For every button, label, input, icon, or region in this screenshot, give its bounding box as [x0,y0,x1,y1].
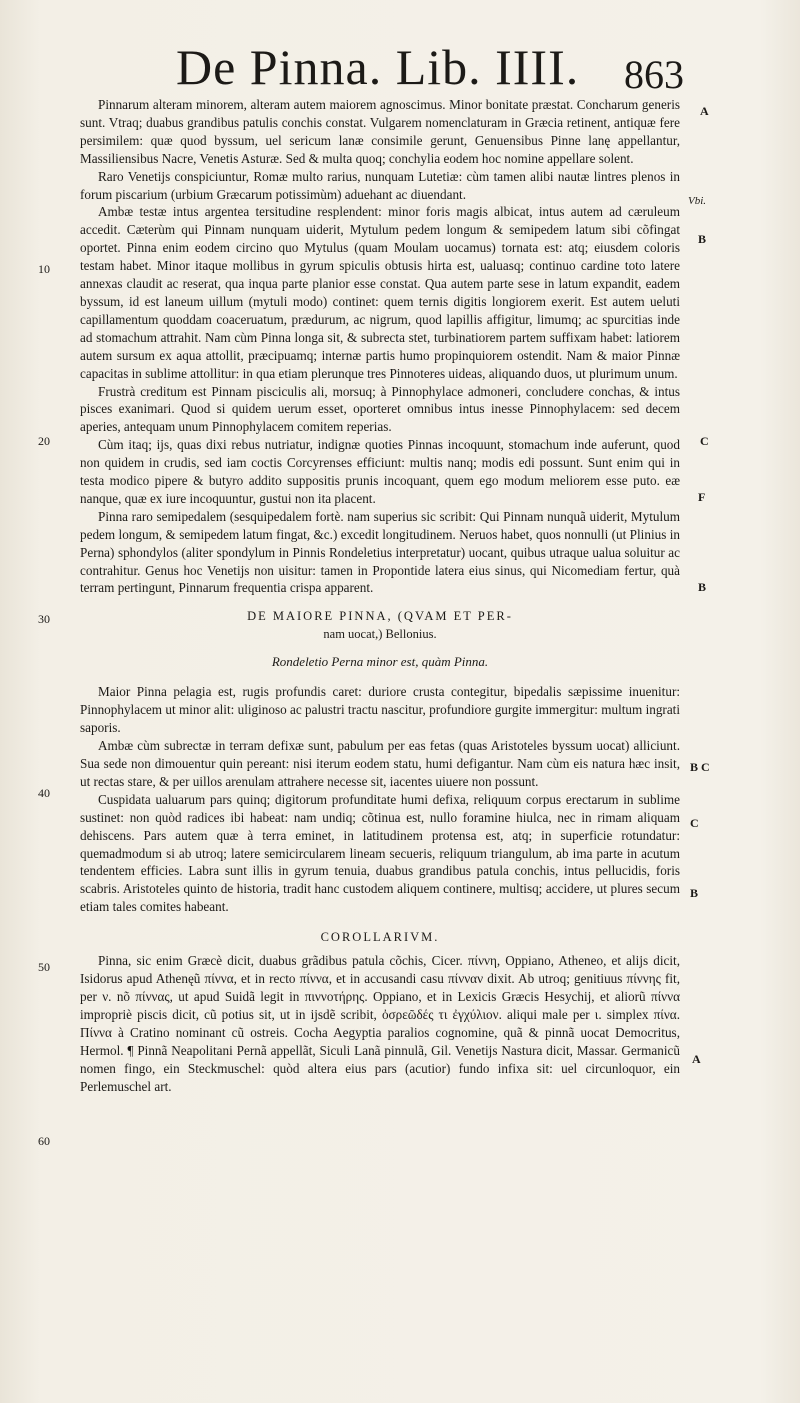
paragraph: Raro Venetijs conspiciuntur, Romæ multo rarius, nunquam Lutetiæ: cùm tamen alibi nautæ lintres plenos in forum piscarium (urbium Græcarum potissimùm) aduehant ac diuendant. [80,168,680,202]
margin-letter: F [698,490,706,504]
paragraph: Pinna raro semipedalem (sesquipedalem fortè. nam superius sic scribit: Qui Pinnam nunquã uiderit, Mytulum pedem longum, & semipedem latum fingat, &c.) excedit longitudinem. Neruos habet, quos nonnulli (ut Plinius in Perna) sphondylos (aliter spondylum in Pinnis Rondeletius interpretatur) uocant, quibus utraque ualua soluitur ac contrahitur. Genus hoc Venetijs non uisitur: tamen in Propontide latera eius sinus, qui Nicomediam fertur, quà terram pertingunt, Pinnarum frequentia crispa apparent. [80,508,680,596]
section-heading-continuation: nam uocat,) Bellonius. [323,627,437,642]
line-number: 40 [38,786,50,800]
margin-letter: A [700,104,709,118]
paragraph: Cùm itaq; ijs, quas dixi rebus nutriatur, indignæ quoties Pinnas incoquunt, stomachum inde auferunt, quod non quidem in crudis, sed iam coctis Corcyrenses efficiunt: multis nanq; modis edi possunt. Sunt enim qui in testa modico pipere & butyro addito suppositis prunis incoquant, quem ego modum meliorem esse puto. eæ nanque, quæ ex iure incoquuntur, gustui non ita placent. [80,437,680,506]
margin-letter: B [690,886,699,900]
margin-letter: B [698,232,707,246]
margin-letter: C [700,434,709,448]
margin-note: Vbi. [688,195,707,207]
margin-letter: A [692,1052,701,1066]
line-number: 20 [38,434,50,448]
running-title: De Pinna. Lib. IIII. [176,39,580,95]
margin-letter: B C [690,760,710,774]
section-heading-line: DE MAIORE PINNA, (QVAM ET PER- [247,609,513,624]
corollarium-heading: COROLLARIVM. [320,930,440,945]
paragraph: Ambæ testæ intus argentea tersitudine resplendent: minor foris magis albicat, intus autem ad cæruleum accedit. Cæterùm qui Pinnam nunquam uiderit, Mytulum pedem longum & semipedem latum sibi cõfingat oportet. Pinna enim eodem circino quo Mytulus (quam Moulam uocamus) tornata est: atq; eiusdem coloris testam habet. Minor itaque mollibus in gyrum spiculis obtusis hirta est, ualuasq; continuo cardine toto latere annexas claudit ac reserat, qua inqua parte planior esse constat. Qua autem parte sese in latum expandit, eadem byssum, id est laneum uillum (mytuli modo) continet: quem ternis digitis longiorem exerit. Est autem ueluti capillamentum quoddam coaceruatum, prædurum, ac nigrum, quod lapillis affigitur, limumq; ac spurcitias inde ad stomachum attrahit. Nam cùm Pinna longa sit, & subrecta stet, turbinatiorem partem suffixam habet: latiorem autem sursum ex aqua attollit, præcipuamq; internæ partis humo propinquiorem ostendit. Nam & maior Pinnæ capacitas in sublime attollitur: in qua etiam plerunque tres Pinnoteres uideas, aliquando duos, ut plurimum unum. [80,204,680,381]
margin-letter: C [690,816,699,830]
paragraph: Ambæ cùm subrectæ in terram defixæ sunt, pabulum per eas fetas (quas Aristoteles byssum uocat) alliciunt. Sua sede non dimouentur quin pereant: nisi iterum eodem statu, humi defigantur. Nam cùm eis natura hæc insit, ut rectas stare, & per uillos arenulam attrahere necesse sit, iacentes uiuere non possunt. [80,738,680,789]
main-text [80,96,680,1095]
section-subheading: Rondeletio Perna minor est, quàm Pinna. [271,654,489,670]
margin-letter: B [698,580,707,594]
line-number: 50 [38,960,50,974]
paragraph: Frustrà creditum est Pinnam pisciculis ali, morsuq; à Pinnophylace admoneri, concludere conchas, & intus pisces exanimari. Quod si quidem uerum esset, oporteret omnibus intus inesse Pinnophylacem: sed decem aperies, antequam unum Pinnophylacem comitem reperias. [80,383,680,435]
line-number: 60 [38,1134,50,1148]
section-heading [80,607,680,643]
corollarium-paragraph: Pinna, sic enim Græcè dicit, duabus grãdibus patula cõchis, Cicer. πίννη, Oppiano, Atheneo, et alijs dicit, Isidorus apud Athenęũ πίννα, et in recto πίννα, et in accusandi casu πίνναν dixit. Ab utroq; genitiuus πίννης fit, per ν. nõ πίννας, ut apud Suidã legit in πιννοτήρης. Oppiano, et in Lexicis Græcis Hesychij, et aliorũ πίννα impropriè piscis dicit, cũ potius sit, ut in ijsdẽ scribit, ὀσρεῶδές τι ἐγχύλιον. aliqui male per ι. simplex πίνα. Πίννα à Cratino nominant cũ ostreis. Cocha Aegyptia paralios cognomine, quã & pinnã uocat Democritus, Hermol. ¶ Pinnã Neapolitani Pernã appellãt, Siculi Lanã pinnulã, Gil. Venetijs Nastura dicit, Massar. Germanicũ nomen fingo, ein Steckmuschel: quòd altera eius pars (acutior) fundo infixa sit: uel circunloquor, ein Perlemuschel art. [80,953,680,1094]
line-number: 10 [38,262,50,276]
paragraph: Maior Pinna pelagia est, rugis profundis caret: duriore crusta contegitur, bipedalis sæpissime inuenitur: Pinnophylacem ut minor alit: uliginoso ac palustri tractu nascitur, profundiore gurgite immergitur: multum ingrati saporis. [80,684,680,736]
page-header [170,38,730,98]
paragraph: Pinnarum alteram minorem, alteram autem maiorem agnoscimus. Minor bonitate præstat. Concharum generis sunt. Vtraq; duabus grandibus patulis conchis constat. Vulgarem nomenclaturam in Græcia retinent, antiquæ fere persimilem: quæ quod byssum, uel sericum lanæ consimile gerunt, Genuensibus Pinne lanę appellantur, Massiliensibus Nacre, Venetis Asturæ. Sed & multa quoq; conchylia eodem hoc nomine appellare solent. [80,97,680,166]
paragraph: Cuspidata ualuarum pars quinq; digitorum profunditate humi defixa, reliquum corpus erectarum in sublime sustinet: non quòd radices ibi habeat: nam undiq; cõtinua est, nullo foramine hiulca, nec in rimam aliquam dehiscens. Pars autem quæ à terra eminet, in latitudinem protensa est, atq; in superficie rotundatur: quemadmodum si ab utroq; latere semicircularem lineam secueris, reliquum triangulum, ab ima parte in acutum tendentem efficies. Labra sunt illis in gyrum tenuia, duabus grandibus patula conchis, intus pellucidis, foris scabris. Aristoteles quinto de historia, tradit hanc custodem aliquem continere, multisq; accidere, ut plures secum etiam tales comites habeant. [80,791,680,915]
page-number: 863 [624,52,684,97]
line-number: 30 [38,612,50,626]
